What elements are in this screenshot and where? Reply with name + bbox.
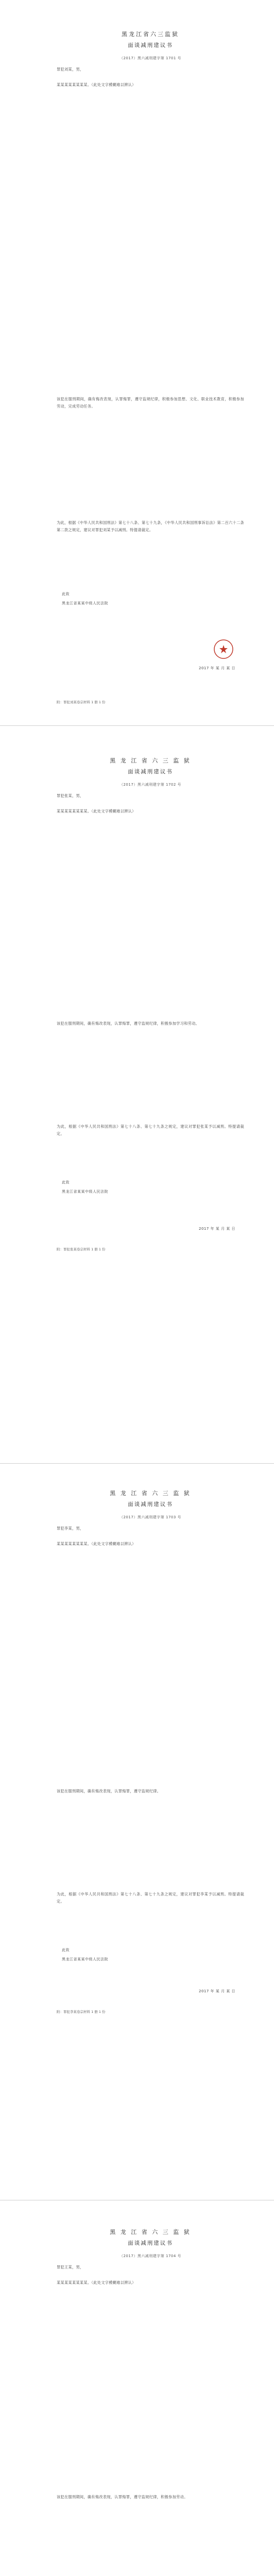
court-name: 黑 龙 江 省 六 三 监 狱 [110, 1490, 191, 1497]
document-page-3 [49, 1468, 251, 2184]
paragraph: 某某某某某某某某。（此处文字模糊难以辨认） [57, 809, 136, 814]
footer-note: 附：罪犯刘某卷宗材料 1 册 1 份 [57, 700, 106, 704]
paragraph: 罪犯李某，男， [57, 1526, 84, 1531]
recipient-court: 黑龙江省某某中级人民法院 [62, 1190, 108, 1194]
salutation: 此致 [62, 1180, 70, 1184]
issue-date: 2017 年 某 月 某 日 [199, 666, 235, 670]
paragraph: 罪犯王某，男， [57, 2265, 84, 2269]
paragraph: 某某某某某某某某。（此处文字模糊难以辨认） [57, 1541, 136, 1546]
document-page-4 [49, 2205, 251, 2576]
footer-note: 附：罪犯李某卷宗材料 1 册 1 份 [57, 2010, 106, 2014]
court-name: 黑 龙 江 省 六 三 监 狱 [110, 757, 191, 764]
case-number: （2017）黑六减刑建字第 1702 号 [119, 783, 182, 787]
paragraph: 罪犯张某，男， [57, 793, 84, 798]
paragraph: 该犯在服刑期间，确有悔改表现，认罪悔罪，遵守监规纪律，积极参加学习和劳动。 [57, 1021, 200, 1026]
case-number: （2017）黑六减刑建字第 1704 号 [119, 2254, 182, 2258]
document-page-2 [49, 732, 251, 1448]
recipient-court: 黑龙江省某某中级人民法院 [62, 601, 108, 605]
salutation: 此致 [62, 592, 70, 596]
paragraph: 为此，根据《中华人民共和国刑法》第七十八条、第七十九条之规定，建议对罪犯李某予以减刑。特提请裁定。 [57, 1892, 244, 1904]
case-number: （2017）黑六减刑建字第 1701 号 [119, 56, 182, 60]
document-title: 面谈减刑建议书 [128, 769, 173, 775]
official-seal-icon [213, 639, 234, 659]
case-number: （2017）黑六减刑建字第 1703 号 [119, 1515, 182, 1519]
issue-date: 2017 年 某 月 某 日 [199, 1227, 235, 1231]
paragraph: 某某某某某某某某。（此处文字模糊难以辨认） [57, 82, 136, 87]
paragraph: 为此，根据《中华人民共和国刑法》第七十八条、第七十九条之规定，建议对罪犯张某予以减刑。特提请裁定。 [57, 1124, 244, 1136]
court-name: 黑龙江省六三监狱 [122, 31, 179, 38]
paragraph: 某某某某某某某某。（此处文字模糊难以辨认） [57, 2280, 136, 2285]
page-divider [0, 725, 274, 726]
document-page-1 [49, 4, 251, 720]
court-name: 黑 龙 江 省 六 三 监 狱 [110, 2229, 191, 2235]
document-title: 面谈减刑建议书 [128, 42, 173, 48]
recipient-court: 黑龙江省某某中级人民法院 [62, 1957, 108, 1961]
footer-note: 附：罪犯张某卷宗材料 1 册 1 份 [57, 1247, 106, 1251]
document-title: 面谈减刑建议书 [128, 2240, 173, 2246]
salutation: 此致 [62, 1948, 70, 1952]
paragraph: 为此，根据《中华人民共和国刑法》第七十八条、第七十九条，《中华人民共和国刑事诉讼法》第二百六十二条第二款之规定，建议对罪犯刘某予以减刑。特提请裁定。 [57, 520, 244, 532]
paragraph: 该犯在服刑期间，确有悔改表现，认罪悔罪，遵守监规纪律。 [57, 1789, 161, 1793]
issue-date: 2017 年 某 月 某 日 [199, 1989, 235, 1993]
paragraph: 罪犯刘某，男， [57, 67, 84, 72]
paragraph: 该犯在服刑期间，确有悔改表现，认罪悔罪，遵守监规纪律，积极参加思想、文化、职业技术教育，积极参加劳动，完成劳动任务。 [57, 397, 244, 409]
page-divider [0, 1463, 274, 1464]
document-title: 面谈减刑建议书 [128, 1501, 173, 1507]
paragraph: 该犯在服刑期间，确有悔改表现，认罪悔罪，遵守监规纪律，积极参加劳动。 [57, 2495, 188, 2499]
